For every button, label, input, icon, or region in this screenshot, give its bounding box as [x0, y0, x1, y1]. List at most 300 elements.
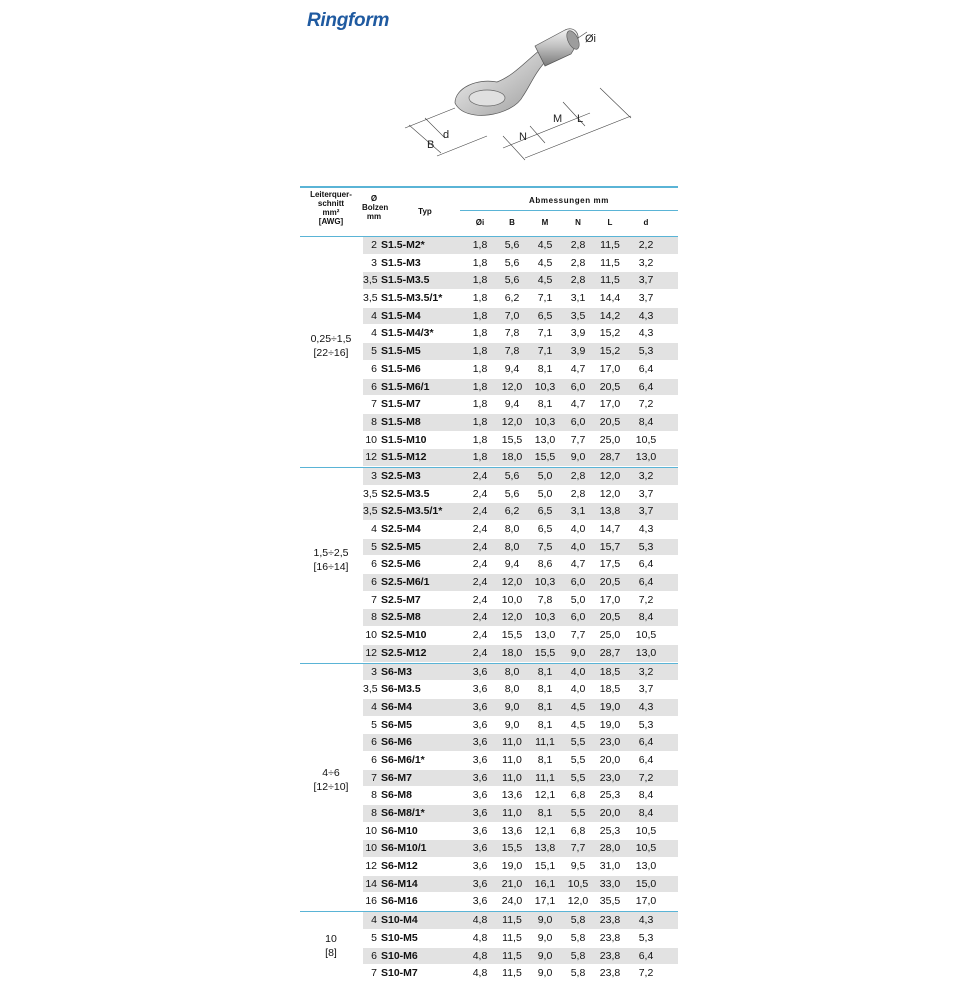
dim-cell: 7,7 [570, 433, 586, 446]
bolt-cell: 10 [365, 842, 377, 855]
bolt-cell: 5 [371, 718, 377, 731]
dim-cell: 7,0 [504, 309, 520, 322]
dim-cell: 5,8 [570, 914, 586, 927]
type-cell: S10-M7 [381, 967, 418, 980]
header-dim-col: Øi [475, 218, 485, 227]
dim-cell: 9,0 [570, 451, 586, 464]
dim-cell: 4,5 [537, 239, 553, 251]
table-row [363, 734, 678, 752]
dim-cell: 9,0 [504, 700, 520, 713]
table-row [363, 361, 678, 379]
dim-cell: 4,8 [472, 914, 488, 927]
dim-cell: 3,6 [472, 789, 488, 802]
dim-label-b: B [427, 139, 435, 151]
type-cell: S2.5-M5 [381, 540, 421, 553]
table-row [363, 343, 678, 361]
dim-cell: 11,5 [502, 967, 522, 980]
dim-cell: 11,5 [600, 256, 620, 269]
dim-cell: 6,4 [638, 380, 654, 393]
dim-cell: 3,6 [472, 718, 488, 731]
dim-cell: 7,8 [504, 327, 520, 340]
dim-cell: 6,0 [570, 576, 586, 589]
bolt-cell: 3,5 [363, 683, 378, 696]
dim-cell: 10,5 [635, 824, 657, 837]
dim-cell: 3,1 [570, 292, 586, 305]
type-cell: S2.5-M3.5 [381, 487, 430, 500]
bolt-cell: 4 [371, 700, 377, 713]
dim-cell: 1,8 [472, 309, 488, 322]
table-row [363, 876, 678, 894]
dim-cell: 1,8 [472, 433, 488, 446]
type-cell: S2.5-M10 [381, 629, 427, 642]
dim-cell: 2,4 [472, 646, 488, 659]
table-row [363, 948, 678, 966]
type-cell: S1.5-M3.5/1* [381, 292, 443, 305]
bolt-cell: 12 [365, 646, 377, 659]
bolt-cell: 6 [371, 576, 377, 589]
type-cell: S2.5-M6 [381, 558, 421, 571]
bolt-cell: 6 [371, 380, 377, 393]
dim-cell: 8,0 [504, 683, 520, 696]
dim-cell: 17,5 [599, 558, 621, 571]
dim-cell: 20,5 [599, 415, 621, 428]
dim-cell: 3,6 [472, 753, 488, 766]
dim-cell: 14,7 [599, 523, 621, 535]
dim-cell: 20,5 [599, 611, 621, 624]
type-cell: S6-M3 [381, 665, 412, 678]
dim-cell: 12,0 [501, 415, 523, 428]
bolt-cell: 7 [371, 593, 377, 606]
bolt-cell: 6 [371, 753, 377, 766]
type-cell: S1.5-M5 [381, 345, 421, 358]
dim-cell: 7,1 [537, 327, 553, 340]
dim-cell: 8,0 [504, 540, 520, 553]
dim-cell: 12,0 [501, 611, 523, 624]
dim-cell: 3,2 [638, 256, 654, 269]
type-cell: S6-M6 [381, 736, 412, 749]
type-cell: S6-M8 [381, 789, 412, 802]
dim-cell: 5,8 [570, 949, 586, 962]
dim-cell: 6,4 [638, 362, 654, 375]
table-row [363, 556, 678, 574]
ring-terminal-shape [455, 29, 582, 116]
dim-cell: 9,0 [537, 949, 553, 962]
type-cell: S6-M14 [381, 877, 418, 890]
dim-cell: 3,1 [570, 505, 586, 518]
dim-cell: 11,1 [535, 771, 555, 784]
dim-cell: 1,8 [472, 256, 488, 269]
dim-cell: 5,0 [537, 469, 553, 482]
header-dim-col: d [643, 218, 649, 227]
dim-cell: 2,4 [472, 593, 488, 606]
type-cell: S1.5-M4/3* [381, 327, 434, 340]
dim-cell: 5,6 [504, 239, 520, 251]
dim-cell: 4,8 [472, 949, 488, 962]
dim-cell: 3,2 [638, 665, 654, 678]
dim-cell: 17,0 [599, 593, 621, 606]
bolt-cell: 10 [365, 824, 377, 837]
dim-cell: 7,2 [638, 398, 654, 411]
dim-cell: 3,5 [570, 309, 586, 322]
bolt-cell: 4 [371, 327, 377, 340]
header-dim-col: N [575, 218, 581, 227]
dim-cell: 8,0 [504, 523, 520, 535]
dim-cell: 5,6 [504, 256, 520, 269]
dim-cell: 10,5 [635, 629, 657, 642]
dim-cell: 1,8 [472, 345, 488, 358]
page-title: Ringform [307, 10, 390, 31]
table-row [363, 858, 678, 876]
dim-cell: 6,4 [638, 949, 654, 962]
dim-cell: 5,3 [638, 345, 654, 358]
table-row [363, 468, 678, 486]
table-row [363, 379, 678, 397]
bolt-cell: 8 [371, 611, 377, 624]
bolt-cell: 10 [365, 629, 377, 642]
bolt-cell: 3 [371, 256, 377, 269]
dim-cell: 1,8 [472, 451, 488, 464]
dim-cell: 9,0 [504, 718, 520, 731]
bolt-cell: 12 [365, 451, 377, 464]
dim-cell: 3,6 [472, 700, 488, 713]
dim-cell: 15,0 [635, 877, 657, 890]
bolt-cell: 6 [371, 362, 377, 375]
dim-cell: 3,7 [638, 292, 654, 305]
dim-cell: 17,0 [599, 362, 621, 375]
dim-cell: 2,8 [570, 239, 586, 251]
dim-cell: 19,0 [599, 700, 621, 713]
dim-cell: 23,0 [599, 736, 621, 749]
dim-cell: 17,0 [599, 398, 621, 411]
dim-cell: 3,7 [638, 487, 654, 500]
type-cell: S1.5-M6 [381, 362, 421, 375]
dim-cell: 7,8 [504, 345, 520, 358]
dim-label-l: L [577, 113, 584, 125]
dim-cell: 8,4 [638, 611, 654, 624]
dim-cell: 6,0 [570, 611, 586, 624]
dim-cell: 8,1 [537, 683, 553, 696]
dim-cell: 6,4 [638, 576, 654, 589]
dim-cell: 20,5 [599, 380, 621, 393]
dim-cell: 7,1 [537, 292, 553, 305]
bolt-cell: 5 [371, 540, 377, 553]
table-row [363, 255, 678, 273]
dim-cell: 8,4 [638, 789, 654, 802]
dim-cell: 5,6 [504, 487, 520, 500]
dim-cell: 6,2 [504, 505, 520, 518]
dim-cell: 10,5 [567, 877, 589, 890]
dim-cell: 2,8 [570, 469, 586, 482]
dim-cell: 15,5 [534, 646, 556, 659]
group-label: 0,25÷1,5 [22÷16] [310, 332, 352, 359]
dim-cell: 13,0 [635, 451, 657, 464]
dim-cell: 2,4 [472, 469, 488, 482]
dim-cell: 10,5 [635, 433, 657, 446]
dim-cell: 3,6 [472, 877, 488, 890]
dim-cell: 4,5 [570, 718, 586, 731]
dim-cell: 18,5 [599, 665, 621, 678]
table-row [363, 645, 678, 663]
dim-cell: 8,1 [537, 362, 553, 375]
bolt-cell: 3 [371, 469, 377, 482]
dim-cell: 12,0 [567, 895, 589, 908]
dim-cell: 6,4 [638, 736, 654, 749]
dim-label-oi: Øi [585, 33, 596, 45]
bolt-cell: 4 [371, 309, 377, 322]
dim-cell: 1,8 [472, 398, 488, 411]
bolt-cell: 3,5 [363, 274, 378, 287]
bolt-cell: 14 [365, 877, 377, 890]
dim-cell: 1,8 [472, 292, 488, 305]
bolt-cell: 10 [365, 433, 377, 446]
dim-cell: 5,8 [570, 967, 586, 980]
type-cell: S2.5-M3.5/1* [381, 505, 443, 518]
dim-cell: 11,5 [502, 914, 522, 927]
dim-cell: 4,3 [638, 523, 654, 535]
header-dim-col: L [607, 218, 613, 227]
dim-cell: 23,8 [599, 931, 621, 944]
type-cell: S2.5-M6/1 [381, 576, 430, 589]
dim-cell: 8,1 [537, 753, 553, 766]
dim-cell: 13,6 [501, 789, 523, 802]
dim-cell: 5,3 [638, 718, 654, 731]
dim-cell: 23,8 [599, 949, 621, 962]
type-cell: S1.5-M3 [381, 256, 421, 269]
dim-cell: 4,7 [570, 558, 586, 571]
table-row [363, 787, 678, 805]
dim-cell: 13,0 [534, 629, 556, 642]
dim-cell: 1,8 [472, 415, 488, 428]
bolt-cell: 8 [371, 807, 377, 819]
bolt-cell: 6 [371, 558, 377, 571]
conductor-group [300, 236, 678, 467]
header-dim-col: M [541, 218, 549, 227]
table-row [363, 664, 678, 682]
type-cell: S6-M8/1* [381, 807, 425, 819]
dim-cell: 8,1 [537, 807, 553, 819]
dim-cell: 3,7 [638, 505, 654, 518]
dim-cell: 3,6 [472, 807, 488, 819]
dim-cell: 11,5 [600, 239, 620, 251]
dim-cell: 9,5 [570, 860, 586, 873]
dim-cell: 4,3 [638, 700, 654, 713]
dim-cell: 8,6 [537, 558, 553, 571]
table-row [363, 521, 678, 539]
dim-cell: 12,0 [501, 576, 523, 589]
bolt-cell: 7 [371, 771, 377, 784]
dim-cell: 2,4 [472, 629, 488, 642]
conductor-group [300, 911, 678, 983]
dim-cell: 1,8 [472, 239, 488, 251]
table-row [363, 308, 678, 326]
bolt-cell: 16 [365, 895, 377, 908]
dim-cell: 9,4 [504, 558, 520, 571]
dim-cell: 7,2 [638, 771, 654, 784]
table-row [363, 237, 678, 255]
dim-cell: 4,7 [570, 398, 586, 411]
table-row [363, 449, 678, 467]
type-cell: S1.5-M8 [381, 415, 421, 428]
dim-cell: 3,9 [570, 327, 586, 340]
type-cell: S6-M6/1* [381, 753, 425, 766]
table-row [363, 486, 678, 504]
dim-cell: 8,1 [537, 700, 553, 713]
table-row [363, 752, 678, 770]
dim-label-d: d [443, 129, 450, 141]
dim-cell: 7,7 [570, 842, 586, 855]
dim-cell: 7,2 [638, 967, 654, 980]
dim-cell: 7,7 [570, 629, 586, 642]
dim-cell: 4,5 [570, 700, 586, 713]
dim-cell: 3,6 [472, 683, 488, 696]
type-cell: S2.5-M3 [381, 469, 421, 482]
dim-cell: 9,0 [537, 967, 553, 980]
dim-cell: 18,5 [599, 683, 621, 696]
dim-cell: 28,7 [599, 451, 621, 464]
bolt-cell: 5 [371, 931, 377, 944]
type-cell: S1.5-M2* [381, 239, 425, 251]
dim-cell: 3,9 [570, 345, 586, 358]
type-cell: S1.5-M7 [381, 398, 421, 411]
dim-cell: 6,4 [638, 558, 654, 571]
dim-cell: 17,0 [635, 895, 657, 908]
dim-cell: 5,3 [638, 540, 654, 553]
dim-cell: 3,6 [472, 771, 488, 784]
conductor-group [300, 467, 678, 663]
conductor-group [300, 663, 678, 912]
table-row [363, 290, 678, 308]
ring-terminal-diagram [395, 18, 640, 178]
dim-cell: 10,3 [534, 380, 556, 393]
bolt-cell: 3 [371, 665, 377, 678]
dim-cell: 19,0 [599, 718, 621, 731]
dim-cell: 13,8 [534, 842, 556, 855]
dim-cell: 2,8 [570, 487, 586, 500]
dim-cell: 4,3 [638, 309, 654, 322]
dim-cell: 2,4 [472, 505, 488, 518]
dim-cell: 24,0 [501, 895, 523, 908]
dim-cell: 9,0 [537, 914, 553, 927]
bolt-cell: 7 [371, 967, 377, 980]
dim-cell: 28,0 [599, 842, 621, 855]
dim-cell: 25,3 [599, 789, 621, 802]
type-cell: S6-M7 [381, 771, 412, 784]
dim-cell: 5,5 [570, 771, 586, 784]
dim-cell: 25,3 [599, 824, 621, 837]
header-dim-col: B [509, 218, 515, 227]
dim-cell: 2,4 [472, 540, 488, 553]
type-cell: S1.5-M10 [381, 433, 427, 446]
dim-cell: 33,0 [599, 877, 621, 890]
dim-cell: 5,3 [638, 931, 654, 944]
dim-cell: 4,0 [570, 540, 586, 553]
dim-cell: 11,5 [502, 931, 522, 944]
table-row [363, 414, 678, 432]
dim-cell: 12,0 [599, 487, 621, 500]
dim-cell: 4,0 [570, 683, 586, 696]
dim-cell: 2,4 [472, 523, 488, 535]
dim-cell: 5,0 [537, 487, 553, 500]
bolt-cell: 3,5 [363, 505, 378, 518]
dim-cell: 10,3 [534, 415, 556, 428]
dim-cell: 23,0 [599, 771, 621, 784]
dim-cell: 13,8 [599, 505, 621, 518]
type-cell: S1.5-M4 [381, 309, 421, 322]
dim-cell: 35,5 [599, 895, 621, 908]
dim-cell: 15,2 [599, 345, 621, 358]
dim-cell: 10,5 [635, 842, 657, 855]
bolt-cell: 12 [365, 860, 377, 873]
dim-cell: 11,5 [502, 949, 522, 962]
dim-cell: 15,1 [534, 860, 556, 873]
dim-cell: 11,5 [600, 274, 620, 287]
dim-cell: 3,6 [472, 824, 488, 837]
dim-cell: 4,0 [570, 665, 586, 678]
dim-cell: 20,0 [599, 807, 621, 819]
dim-cell: 18,0 [501, 646, 523, 659]
dim-cell: 11,1 [535, 736, 555, 749]
dim-cell: 31,0 [599, 860, 621, 873]
dim-cell: 4,8 [472, 967, 488, 980]
type-cell: S2.5-M4 [381, 523, 421, 535]
dim-cell: 10,3 [534, 576, 556, 589]
dim-cell: 7,5 [537, 540, 553, 553]
dim-cell: 15,2 [599, 327, 621, 340]
table-row [363, 912, 678, 930]
dim-cell: 20,5 [599, 576, 621, 589]
dim-cell: 1,8 [472, 327, 488, 340]
dim-cell: 4,7 [570, 362, 586, 375]
header-type: Typ [418, 207, 432, 216]
dim-cell: 8,1 [537, 665, 553, 678]
dim-cell: 20,0 [599, 753, 621, 766]
table-row [363, 503, 678, 521]
dim-cell: 3,6 [472, 736, 488, 749]
table-row [363, 699, 678, 717]
bolt-cell: 8 [371, 789, 377, 802]
table-row [363, 717, 678, 735]
dim-cell: 13,0 [635, 860, 657, 873]
dim-cell: 2,4 [472, 611, 488, 624]
bolt-cell: 3,5 [363, 292, 378, 305]
dim-cell: 12,1 [534, 789, 556, 802]
table-row [363, 574, 678, 592]
dim-cell: 7,2 [638, 593, 654, 606]
dim-cell: 13,0 [534, 433, 556, 446]
dim-cell: 12,1 [534, 824, 556, 837]
header-dims-title: Abmessungen mm [529, 196, 609, 205]
table-row [363, 609, 678, 627]
table-row [363, 965, 678, 983]
dim-cell: 7,8 [537, 593, 553, 606]
bolt-cell: 8 [371, 415, 377, 428]
dim-cell: 6,8 [570, 824, 586, 837]
dim-cell: 9,4 [504, 362, 520, 375]
dim-cell: 5,5 [570, 736, 586, 749]
bolt-cell: 2 [371, 239, 377, 251]
dim-cell: 6,5 [537, 505, 553, 518]
dim-cell: 15,7 [599, 540, 621, 553]
dim-cell: 12,0 [599, 469, 621, 482]
dim-cell: 14,4 [599, 292, 621, 305]
dim-cell: 2,4 [472, 558, 488, 571]
dim-label-m: M [553, 113, 563, 125]
type-cell: S1.5-M3.5 [381, 274, 430, 287]
header-conductor: Leiterquer- schnitt mm² [AWG] [310, 190, 352, 226]
table-row [363, 893, 678, 911]
dim-cell: 8,1 [537, 398, 553, 411]
dim-label-n: N [519, 131, 527, 143]
